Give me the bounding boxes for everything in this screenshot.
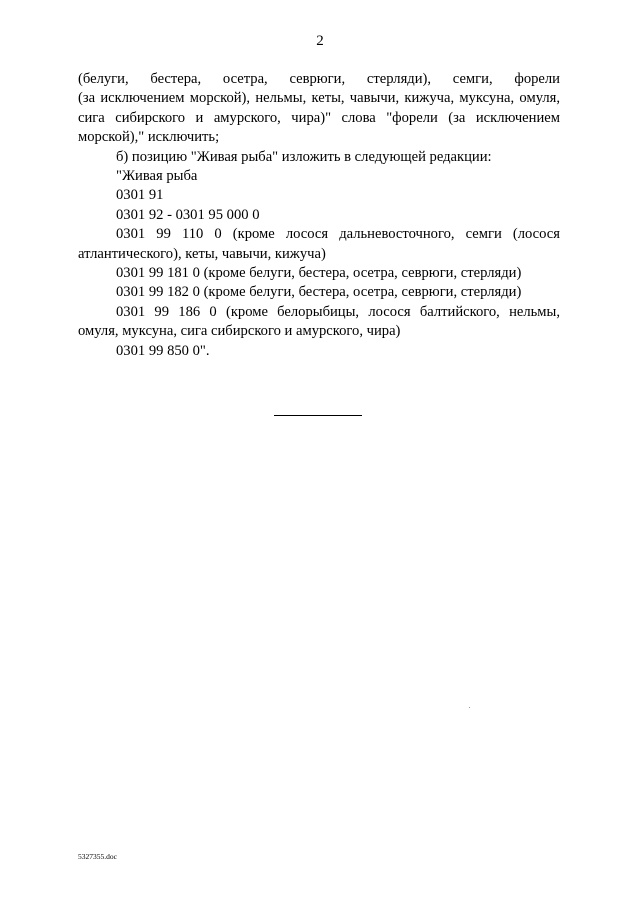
text-line: "Живая рыба [116,168,198,185]
text-line: (за исключением морской), нельмы, кеты, чавычи, кижуча, муксуна, омуля, [78,90,560,107]
document-body [78,70,560,361]
tariff-code-line: 0301 99 186 0 (кроме белорыбицы, лосося балтийского, нельмы, [116,303,560,320]
text-line: (белуги, бестера, осетра, севрюги, стерляди), семги, форели [78,71,560,87]
tariff-code-line: 0301 99 850 0". [116,342,210,359]
text-line: сига сибирского и амурского, чира)" слова "форели (за исключением [78,109,560,126]
tariff-code-line: 0301 91 [116,187,164,204]
tariff-code-line: 0301 92 - 0301 95 000 0 [116,206,260,223]
text-line: атлантического), кеты, чавычи, кижуча) [78,245,326,262]
text-line: морской)," исключить; [78,129,220,146]
tariff-code-line: 0301 99 110 0 (кроме лосося дальневосточного, семги (лосося [116,226,560,243]
tariff-code-line: 0301 99 181 0 (кроме белуги, бестера, осетра, севрюги, стерляди) [116,265,522,282]
page-number: 2 [316,33,324,49]
end-divider-line [274,415,362,416]
text-line: б) позицию "Живая рыба" изложить в следующей редакции: [116,148,492,165]
footer-filename: 5327355.doc [78,852,117,861]
text-line: омуля, муксуна, сига сибирского и амурского, чира) [78,323,401,340]
scan-speck [469,707,470,708]
tariff-code-line: 0301 99 182 0 (кроме белуги, бестера, осетра, севрюги, стерляди) [116,284,522,301]
